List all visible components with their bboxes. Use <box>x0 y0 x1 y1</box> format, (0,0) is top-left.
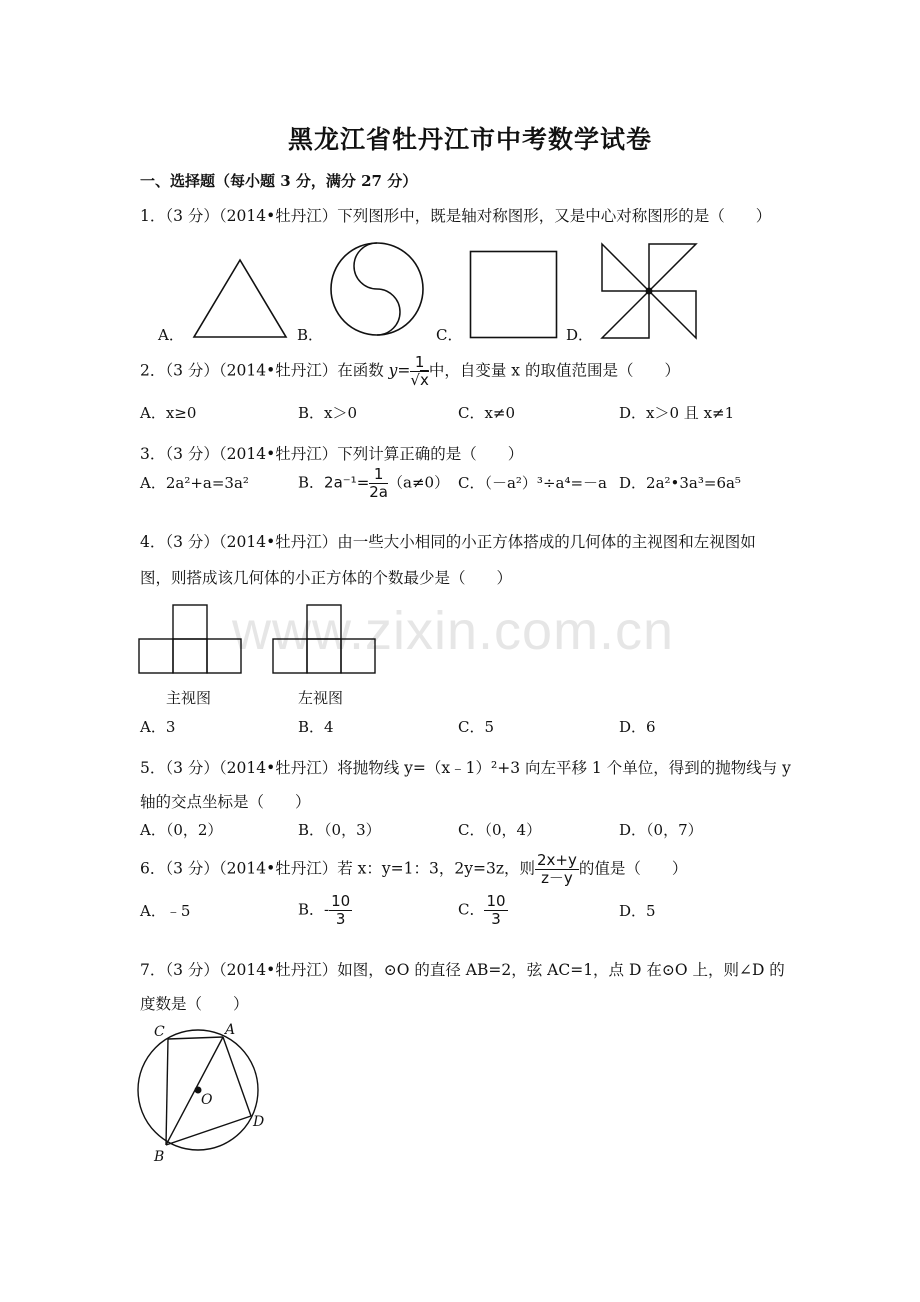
front-view-figure <box>138 603 242 675</box>
q1-option-b-label: B． <box>297 326 324 344</box>
square-figure <box>469 250 559 340</box>
point-label-b: B <box>154 1149 165 1165</box>
circle-geometry-figure <box>134 1020 274 1166</box>
q1-option-c-label: C． <box>436 326 463 344</box>
question-5-line2: 轴的交点坐标是（ ） <box>140 793 311 811</box>
q4-option-a: A．3 <box>140 718 176 736</box>
q2-option-d: D．x＞0 且 x≠1 <box>619 404 735 422</box>
q3-option-a: A．2a²+a=3a² <box>140 474 249 492</box>
question-6: 6．（3 分）（2014•牡丹江）若 x：y=1：3，2y=3z，则 $\frac{2x+y}{z-y}$ 的值是（ ） <box>140 851 688 887</box>
q1-option-a-label: A． <box>158 326 184 344</box>
q6-option-d: D．5 <box>619 902 656 920</box>
left-view-label: 左视图 <box>298 689 344 707</box>
q5-option-c: C．（0，4） <box>458 821 542 839</box>
point-label-c: C <box>154 1024 165 1040</box>
question-2: 2．（3 分）（2014•牡丹江）在函数 y= $\frac{1}{√x}$ 中，自变量 x 的取值范围是（ ） <box>140 353 680 389</box>
q6-option-b: B．- $\frac{10}{3}$ <box>298 892 351 928</box>
q2-option-a: A．x≥0 <box>140 404 197 422</box>
question-3: 3．（3 分）（2014•牡丹江）下列计算正确的是（ ） <box>140 445 524 463</box>
q1-option-d-label: D． <box>566 326 594 344</box>
question-7-line2: 度数是（ ） <box>140 995 249 1013</box>
question-1: 1．（3 分）（2014•牡丹江）下列图形中，既是轴对称图形，又是中心对称图形的是（ ） <box>140 207 772 225</box>
question-4-line2: 图，则搭成该几何体的小正方体的个数最少是（ ） <box>140 569 513 587</box>
question-5-line1: 5．（3 分）（2014•牡丹江）将抛物线 y=（x﹣1）²+3 向左平移 1 个单位，得到的抛物线与 y <box>140 759 791 777</box>
taiji-circle-figure <box>328 240 426 338</box>
front-view-label: 主视图 <box>166 689 212 707</box>
q5-option-a: A．（0，2） <box>140 821 223 839</box>
q6-option-a: A．﹣5 <box>140 902 191 920</box>
question-7-line1: 7．（3 分）（2014•牡丹江）如图，⊙O 的直径 AB=2，弦 AC=1，点 D 在⊙O 上，则∠D 的 <box>140 961 785 979</box>
q4-option-d: D．6 <box>619 718 656 736</box>
q5-option-b: B．（0，3） <box>298 821 381 839</box>
question-4-line1: 4．（3 分）（2014•牡丹江）由一些大小相同的小正方体搭成的几何体的主视图和左视图如 <box>140 533 756 551</box>
q4-option-b: B．4 <box>298 718 334 736</box>
q3-option-d: D．2a²•3a³=6a⁵ <box>619 474 741 492</box>
section-heading: 一、选择题（每小题 3 分，满分 27 分） <box>140 172 418 190</box>
q2-option-b: B．x＞0 <box>298 404 358 422</box>
point-label-d: D <box>253 1114 265 1130</box>
q5-option-d: D．（0，7） <box>619 821 703 839</box>
paper-title: 黑龙江省牡丹江市中考数学试卷 <box>288 125 653 154</box>
watermark: www.zixin.com.cn <box>232 601 675 661</box>
point-label-o: O <box>201 1092 213 1108</box>
q2-option-c: C．x≠0 <box>458 404 516 422</box>
left-view-figure <box>272 603 376 675</box>
triangle-figure <box>190 256 290 342</box>
pinwheel-figure <box>598 240 700 342</box>
q6-option-c: C． $\frac{10}{3}$ <box>458 892 506 928</box>
point-label-a: A <box>225 1022 236 1038</box>
q4-option-c: C．5 <box>458 718 495 736</box>
q3-option-c: C．（－a²）³÷a⁴=－a <box>458 474 607 492</box>
q3-option-b: B．2a⁻¹= $\frac{1}{2a}$ （a≠0） <box>298 465 450 501</box>
